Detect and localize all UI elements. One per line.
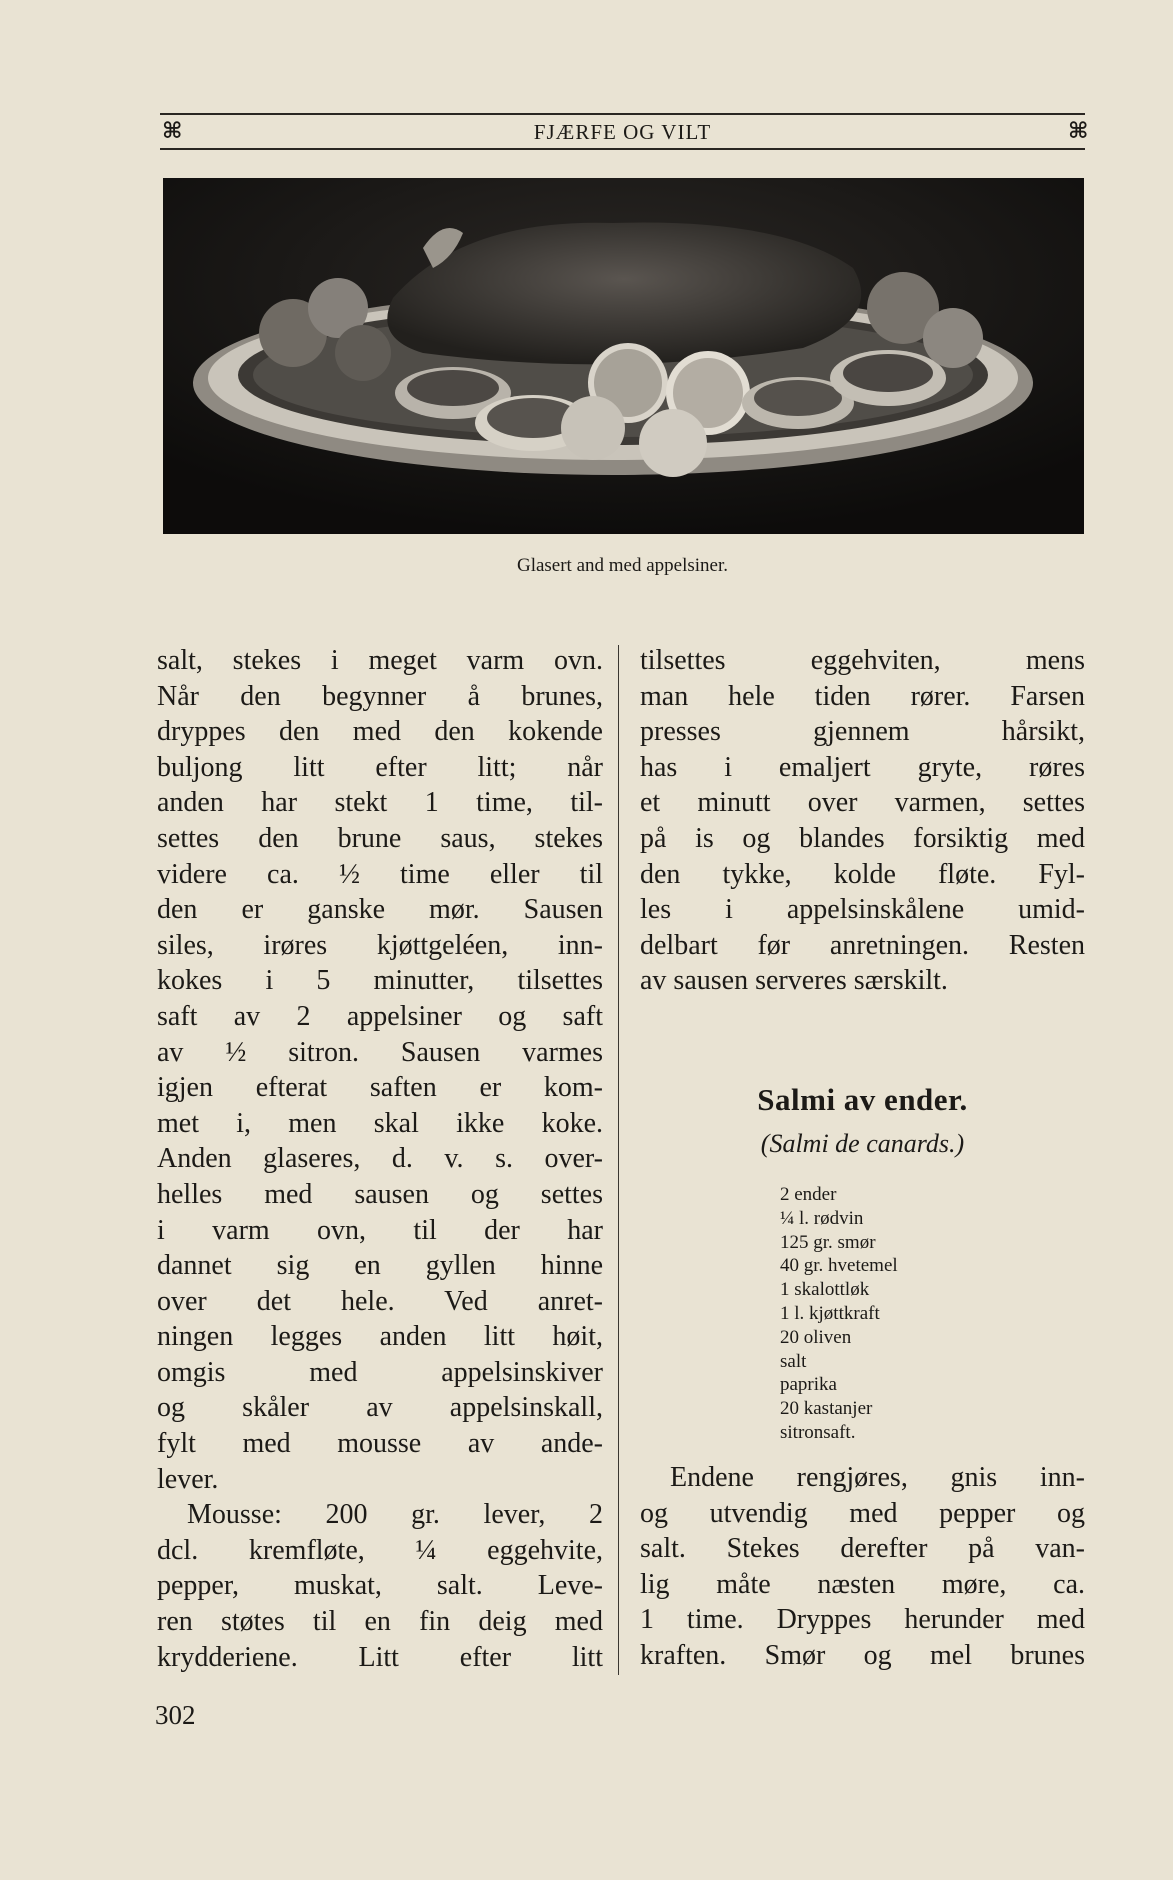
ingredient-item: 20 oliven [780, 1326, 852, 1348]
header-ornament-left: ⌘ [162, 118, 183, 144]
text-line: lig måte næsten møre, ca. [640, 1568, 1085, 1600]
column-divider [618, 645, 619, 1675]
text-line: videre ca. ½ time eller til [157, 858, 603, 890]
recipe-instructions [640, 1460, 1085, 1674]
recipe-subtitle: (Salmi de canards.) [760, 1129, 965, 1158]
ingredient-item: paprika [780, 1374, 837, 1396]
text-line: kraften. Smør og mel brunes [640, 1639, 1085, 1671]
duck-photograph [163, 178, 1084, 534]
text-line: helles med sausen og settes [157, 1178, 603, 1210]
text-line: saft av 2 appelsiner og saft [157, 1000, 603, 1032]
page-number: 302 [155, 1700, 196, 1730]
text-line: lever. [157, 1463, 219, 1495]
mousse-line: pepper, muskat, salt. Leve- [157, 1570, 603, 1602]
text-line: Endene rengjøres, gnis inn- [670, 1462, 1085, 1493]
header-ornament-right: ⌘ [1068, 118, 1089, 144]
text-line: salt. Stekes derefter på van- [640, 1533, 1085, 1565]
ingredient-list [780, 1183, 1040, 1445]
left-column [157, 643, 603, 1675]
text-line: et minutt over varmen, settes [640, 787, 1085, 819]
header-rule-top [160, 113, 1085, 115]
text-line: igjen efterat saften er kom- [157, 1072, 603, 1104]
text-line: anden har stekt 1 time, til- [157, 787, 603, 819]
text-line: på is og blandes forsiktig med [640, 822, 1085, 854]
text-line: man hele tiden rører. Farsen [640, 680, 1085, 712]
text-line: tilsettes eggehviten, mens [640, 645, 1085, 676]
mousse-line: ren støtes til en fin deig med [157, 1606, 603, 1638]
text-line: les i appelsinskålene umid- [640, 894, 1085, 926]
text-line: dryppes den med den kokende [157, 716, 603, 748]
right-column [640, 643, 1085, 999]
mousse-line: krydderiene. Litt efter litt [157, 1641, 603, 1673]
ingredient-item: ¼ l. rødvin [780, 1207, 864, 1229]
ingredient-item: salt [780, 1350, 807, 1372]
text-line: den tykke, kolde fløte. Fyl- [640, 858, 1085, 890]
header-rule-bottom [160, 148, 1085, 150]
ingredient-item: 125 gr. smør [780, 1231, 876, 1253]
text-line: delbart før anretningen. Resten [640, 929, 1085, 961]
ingredient-item: 1 l. kjøttkraft [780, 1302, 880, 1324]
text-line: fylt med mousse av ande- [157, 1428, 603, 1460]
text-line: 1 time. Dryppes herunder med [640, 1604, 1085, 1636]
text-line: i varm ovn, til der har [157, 1214, 603, 1246]
text-line: buljong litt efter litt; når [157, 751, 603, 783]
ingredient-item: 1 skalottløk [780, 1279, 870, 1301]
ingredient-item: 40 gr. hvetemel [780, 1255, 898, 1277]
text-line: Anden glaseres, d. v. s. over- [157, 1143, 603, 1175]
ingredient-item: 2 ender [780, 1184, 837, 1205]
text-line: av ½ sitron. Sausen varmes [157, 1036, 603, 1068]
text-line: siles, irøres kjøttgeléen, inn- [157, 929, 603, 961]
text-line: og skåler av appelsinskall, [157, 1392, 603, 1424]
text-line: av sausen serveres særskilt. [640, 965, 948, 997]
text-line: has i emaljert gryte, røres [640, 751, 1085, 783]
text-line: og utvendig med pepper og [640, 1497, 1085, 1529]
text-line: ningen legges anden litt høit, [157, 1321, 603, 1353]
figure-caption: Glasert and med appelsiner. [516, 555, 729, 576]
text-line: den er ganske mør. Sausen [157, 894, 603, 926]
recipe-title: Salmi av ender. [757, 1082, 968, 1117]
text-line: salt, stekes i meget varm ovn. [157, 645, 603, 676]
mousse-line: Mousse: 200 gr. lever, 2 [187, 1499, 603, 1531]
text-line: settes den brune saus, stekes [157, 822, 603, 854]
text-line: Når den begynner å brunes, [157, 680, 603, 712]
text-line: omgis med appelsinskiver [157, 1356, 603, 1388]
mousse-line: dcl. kremfløte, ¼ eggehvite, [157, 1534, 603, 1566]
text-line: kokes i 5 minutter, tilsettes [157, 965, 603, 997]
text-line: dannet sig en gyllen hinne [157, 1250, 603, 1282]
text-line: met i, men skal ikke koke. [157, 1107, 603, 1139]
ingredient-item: 20 kastanjer [780, 1398, 873, 1420]
running-header: FJÆRFE OG VILT [533, 120, 712, 144]
text-line: over det hele. Ved anret- [157, 1285, 603, 1317]
duck-platter-illustration [163, 178, 1084, 534]
ingredient-item: sitronsaft. [780, 1421, 856, 1443]
text-line: presses gjennem hårsikt, [640, 716, 1085, 748]
